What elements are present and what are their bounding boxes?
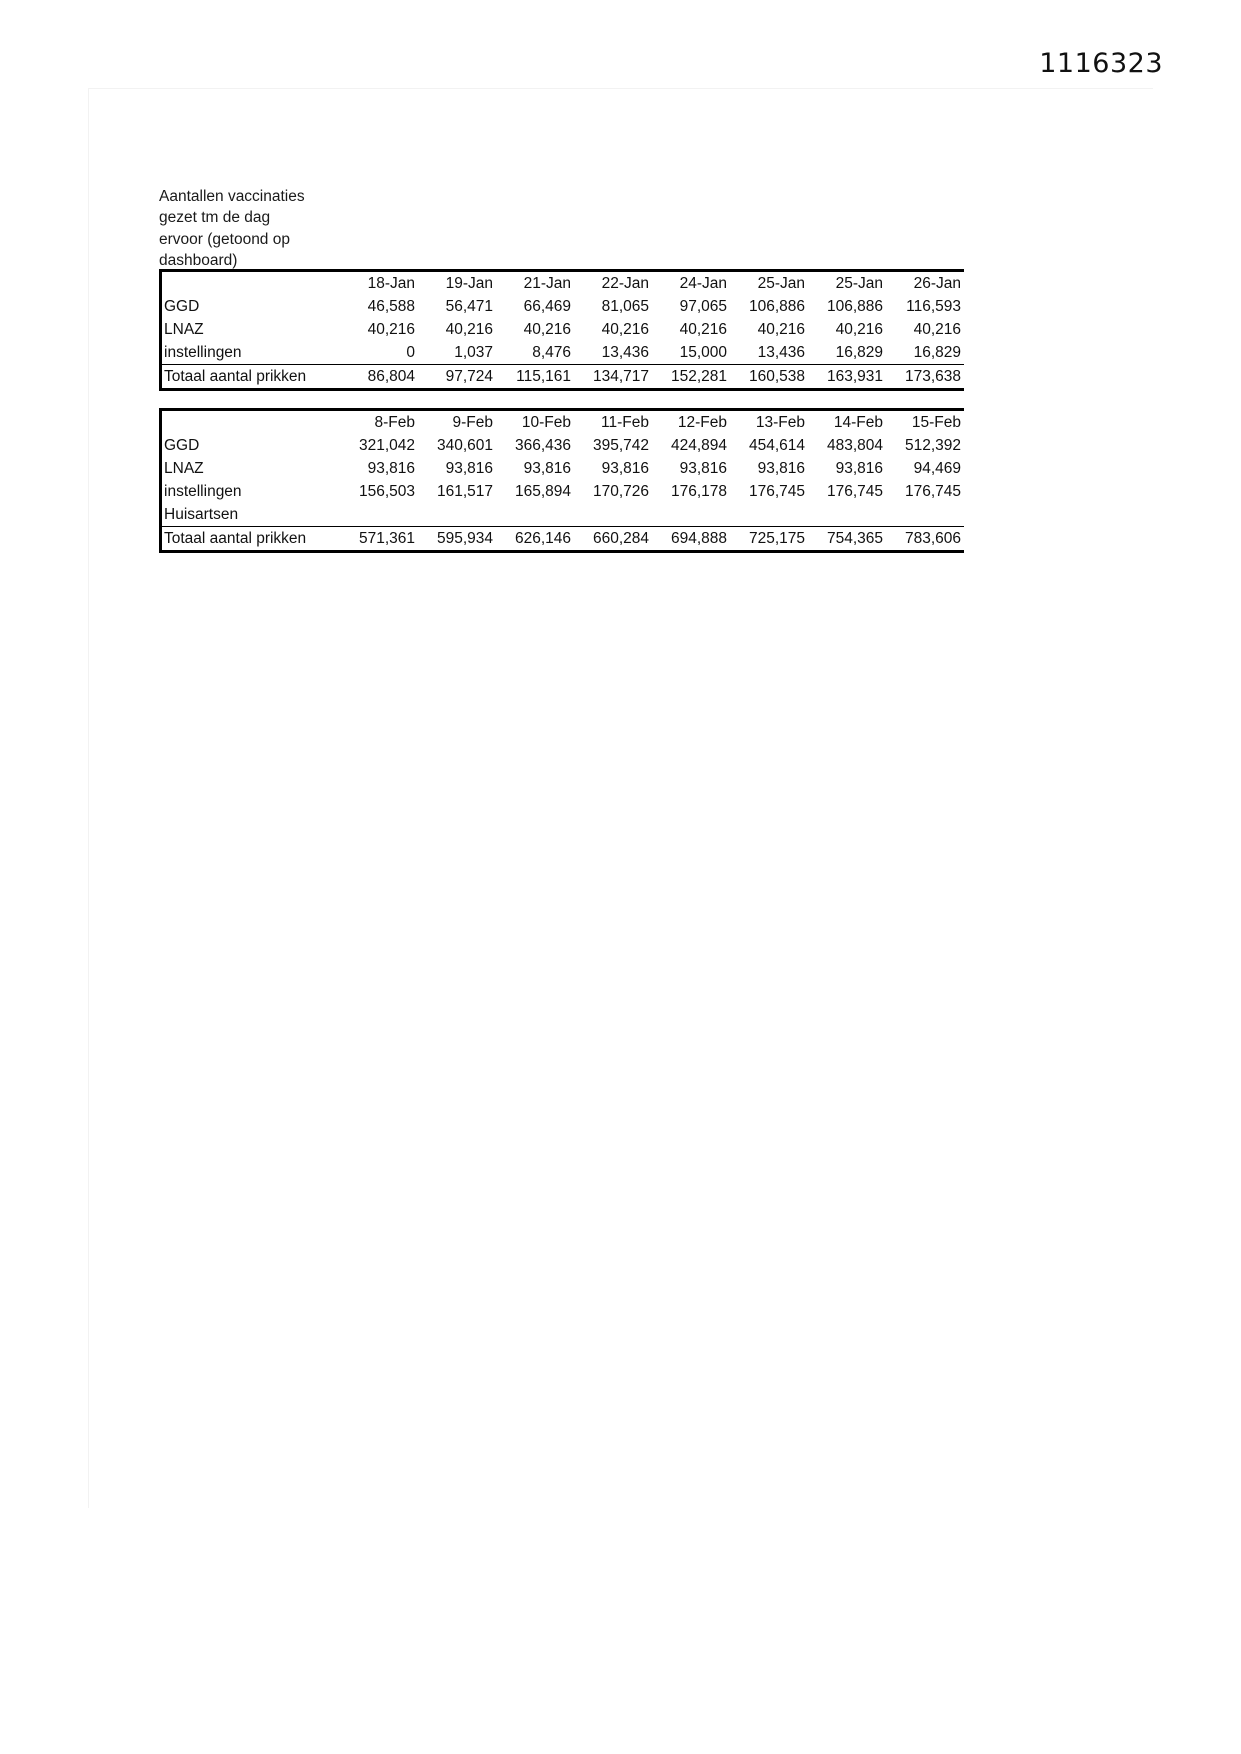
row-label: GGD (161, 295, 341, 318)
table-cell (886, 503, 964, 527)
table-cell: 93,816 (757, 460, 805, 477)
table-cell: 13,436 (601, 344, 649, 361)
table-cell: 93,816 (367, 460, 415, 477)
table-cell: 754,365 (808, 527, 886, 552)
table-cell: 16,829 (913, 344, 961, 361)
table-cell: 176,745 (904, 483, 961, 500)
column-header: 24-Jan (652, 271, 730, 296)
table-cell: 13,436 (757, 344, 805, 361)
table-row (161, 457, 965, 480)
table-row (161, 318, 965, 341)
table-cell: 176,745 (748, 483, 805, 500)
table-cell: 40,216 (835, 321, 883, 338)
table-cell: 160,538 (730, 365, 808, 390)
table-cell: 93,816 (679, 460, 727, 477)
table-cell: 165,894 (514, 483, 571, 500)
table-cell: 454,614 (748, 437, 805, 454)
caption-line: ervoor (getoond op (159, 230, 290, 248)
table-row (161, 480, 965, 503)
column-header: 12-Feb (652, 410, 730, 435)
column-header: 21-Jan (496, 271, 574, 296)
row-label: instellingen (161, 341, 341, 365)
table-cell: 163,931 (808, 365, 886, 390)
column-header: 10-Feb (496, 410, 574, 435)
table-cell: 156,503 (358, 483, 415, 500)
table-row (161, 503, 965, 527)
table-cell (730, 503, 808, 527)
table-cell (496, 503, 574, 527)
table-cell: 170,726 (592, 483, 649, 500)
column-header: 26-Jan (886, 271, 964, 296)
table-header-row (161, 271, 965, 296)
table-cell: 8,476 (532, 344, 571, 361)
table-cell: 783,606 (886, 527, 964, 552)
table-header-row (161, 410, 965, 435)
table-cell: 93,816 (601, 460, 649, 477)
table-cell: 86,804 (340, 365, 418, 390)
table-row (161, 434, 965, 457)
table-cell: 366,436 (514, 437, 571, 454)
table-cell: 93,816 (835, 460, 883, 477)
table-cell: 0 (406, 344, 415, 361)
table-cell: 424,894 (670, 437, 727, 454)
table-cell: 40,216 (913, 321, 961, 338)
scan-edge-left (88, 88, 89, 1508)
vaccination-table-february (159, 408, 964, 553)
table-cell: 93,816 (445, 460, 493, 477)
column-header: 14-Feb (808, 410, 886, 435)
column-header: 8-Feb (340, 410, 418, 435)
column-header: 9-Feb (418, 410, 496, 435)
table-cell: 152,281 (652, 365, 730, 390)
caption-line: dashboard) (159, 251, 238, 269)
column-header: 11-Feb (574, 410, 652, 435)
table-cell: 483,804 (826, 437, 883, 454)
table-cell: 321,042 (358, 437, 415, 454)
table-cell: 40,216 (367, 321, 415, 338)
scan-edge-top (88, 88, 1153, 89)
table-cell: 56,471 (445, 298, 493, 315)
column-header: 25-Jan (730, 271, 808, 296)
table-cell: 40,216 (601, 321, 649, 338)
document-id-stamp: 1116323 (1039, 48, 1163, 79)
table-cell: 46,588 (367, 298, 415, 315)
table-cell: 694,888 (652, 527, 730, 552)
row-label: LNAZ (161, 318, 341, 341)
table-cell (652, 503, 730, 527)
table-total-row (161, 365, 965, 390)
table-cell: 512,392 (904, 437, 961, 454)
table-cell (808, 503, 886, 527)
table-cell: 173,638 (886, 365, 964, 390)
table-cell: 176,178 (670, 483, 727, 500)
table-row (161, 295, 965, 318)
table-cell: 40,216 (679, 321, 727, 338)
header-corner-cell (161, 271, 341, 296)
table-cell: 116,593 (906, 298, 961, 315)
column-header: 15-Feb (886, 410, 964, 435)
column-header: 22-Jan (574, 271, 652, 296)
table-cell: 106,886 (826, 298, 883, 315)
row-label: Totaal aantal prikken (161, 527, 341, 552)
table-cell: 626,146 (496, 527, 574, 552)
table-cell: 340,601 (436, 437, 493, 454)
table-cell: 15,000 (679, 344, 727, 361)
header-corner-cell (161, 410, 341, 435)
table-cell: 94,469 (913, 460, 961, 477)
table-cell: 93,816 (523, 460, 571, 477)
column-header: 13-Feb (730, 410, 808, 435)
table-cell: 176,745 (826, 483, 883, 500)
column-header: 25-Jan (808, 271, 886, 296)
table-cell: 106,886 (748, 298, 805, 315)
table-cell: 660,284 (574, 527, 652, 552)
table-cell: 161,517 (436, 483, 493, 500)
table-cell: 571,361 (340, 527, 418, 552)
table-cell: 134,717 (574, 365, 652, 390)
table-cell: 81,065 (601, 298, 649, 315)
table-cell: 40,216 (523, 321, 571, 338)
table-cell: 97,724 (418, 365, 496, 390)
table-row (161, 341, 965, 365)
table-cell: 115,161 (496, 365, 574, 390)
column-header: 19-Jan (418, 271, 496, 296)
table-cell: 40,216 (757, 321, 805, 338)
table-cell (340, 503, 418, 527)
table-cell (418, 503, 496, 527)
caption-line: gezet tm de dag (159, 209, 271, 227)
row-label: GGD (161, 434, 341, 457)
table-cell: 16,829 (835, 344, 883, 361)
table-cell: 97,065 (679, 298, 727, 315)
table-caption (159, 186, 359, 271)
table-cell: 66,469 (523, 298, 571, 315)
caption-line: Aantallen vaccinaties (159, 188, 305, 205)
table-cell: 1,037 (454, 344, 493, 361)
table-cell (574, 503, 652, 527)
row-label: Totaal aantal prikken (161, 365, 341, 390)
column-header: 18-Jan (340, 271, 418, 296)
row-label: Huisartsen (161, 503, 341, 527)
table-cell: 595,934 (418, 527, 496, 552)
table-total-row (161, 527, 965, 552)
table-cell: 395,742 (592, 437, 649, 454)
vaccination-table-january (159, 269, 964, 391)
row-label: LNAZ (161, 457, 341, 480)
table-cell: 725,175 (730, 527, 808, 552)
table-cell: 40,216 (445, 321, 493, 338)
row-label: instellingen (161, 480, 341, 503)
